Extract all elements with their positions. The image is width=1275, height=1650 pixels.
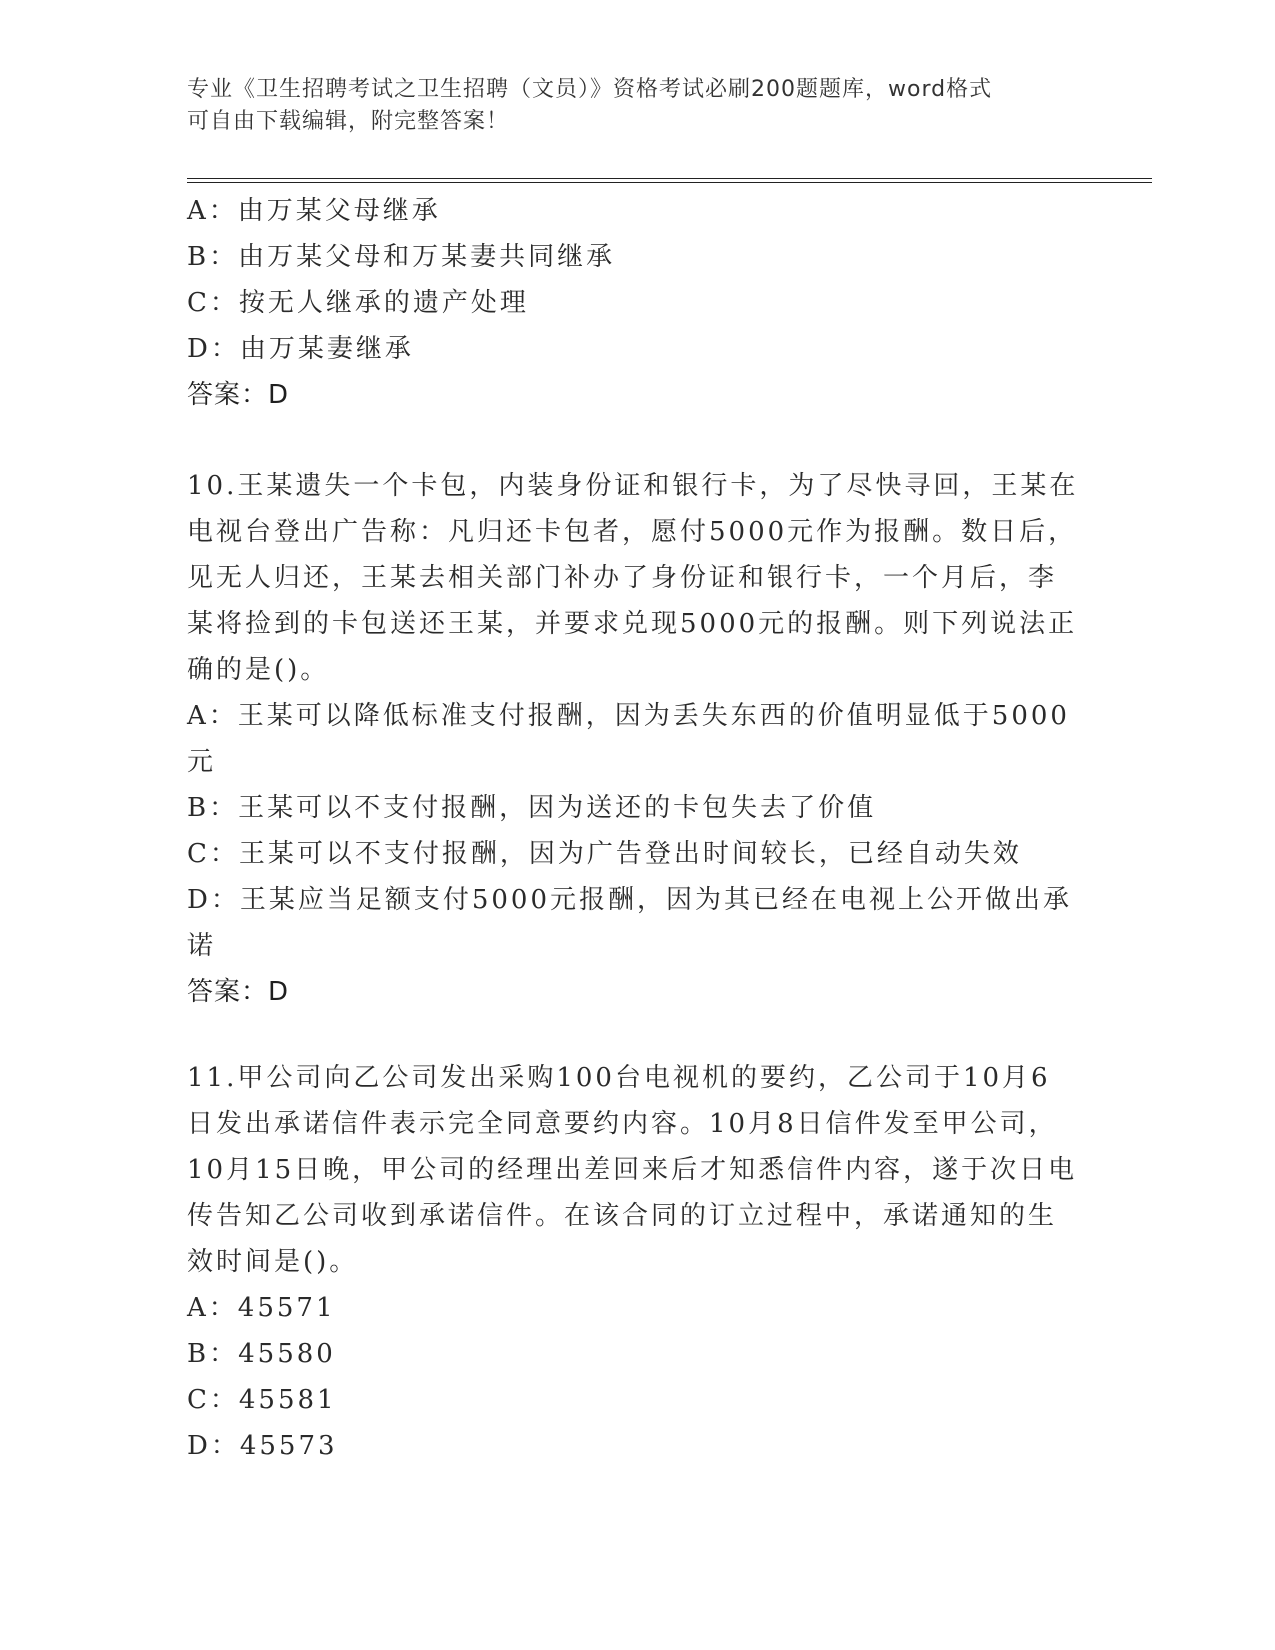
question-text-line: 效时间是()。	[187, 1247, 359, 1277]
option-c: C：45581	[187, 1385, 337, 1415]
option-b: B：王某可以不支付报酬，因为送还的卡包失去了价值	[187, 793, 877, 823]
header-line-1: 专业《卫生招聘考试之卫生招聘（文员）》资格考试必刷200题题库，word格式	[187, 77, 993, 102]
question-text-line: 日发出承诺信件表示完全同意要约内容。10月8日信件发至甲公司，	[187, 1109, 1058, 1139]
header-divider-top	[187, 178, 1152, 179]
question-text-line: 11.甲公司向乙公司发出采购100台电视机的要约，乙公司于10月6	[187, 1063, 1051, 1093]
option-b: B：45580	[187, 1339, 336, 1369]
option-b: B：由万某父母和万某妻共同继承	[187, 242, 616, 272]
option-d: D：45573	[187, 1431, 338, 1461]
option-c: C：王某可以不支付报酬，因为广告登出时间较长，已经自动失效	[187, 839, 1022, 869]
question-text-line: 电视台登出广告称：凡归还卡包者，愿付5000元作为报酬。数日后，	[187, 517, 1078, 547]
header-divider-bottom	[187, 182, 1152, 183]
question-text-line: 10月15日晚，甲公司的经理出差回来后才知悉信件内容，遂于次日电	[187, 1155, 1078, 1185]
option-d: D：王某应当足额支付5000元报酬，因为其已经在电视上公开做出承	[187, 885, 1073, 915]
option-a-continued: 元	[187, 747, 217, 777]
question-text-line: 确的是()。	[187, 655, 330, 685]
question-text-line: 10.王某遗失一个卡包，内装身份证和银行卡，为了尽快寻回，王某在	[187, 471, 1079, 501]
option-a: A：由万某父母继承	[187, 196, 441, 226]
option-d-continued: 诺	[187, 931, 217, 961]
answer-line: 答案：D	[187, 380, 290, 410]
header-line-2: 可自由下载编辑，附完整答案！	[187, 109, 510, 134]
answer-line: 答案：D	[187, 977, 290, 1007]
question-text-line: 见无人归还，王某去相关部门补办了身份证和银行卡，一个月后，李	[187, 563, 1058, 593]
question-text-line: 某将捡到的卡包送还王某，并要求兑现5000元的报酬。则下列说法正	[187, 609, 1078, 639]
question-10-block	[187, 463, 1079, 1015]
question-9-block	[187, 188, 1067, 418]
document-header	[187, 74, 1067, 138]
question-text-line: 传告知乙公司收到承诺信件。在该合同的订立过程中，承诺通知的生	[187, 1201, 1058, 1231]
option-d: D：由万某妻继承	[187, 334, 414, 364]
option-c: C：按无人继承的遗产处理	[187, 288, 529, 318]
option-a: A：王某可以降低标准支付报酬，因为丢失东西的价值明显低于5000	[187, 701, 1070, 731]
option-a: A：45571	[187, 1293, 336, 1323]
question-11-block	[187, 1055, 1078, 1469]
